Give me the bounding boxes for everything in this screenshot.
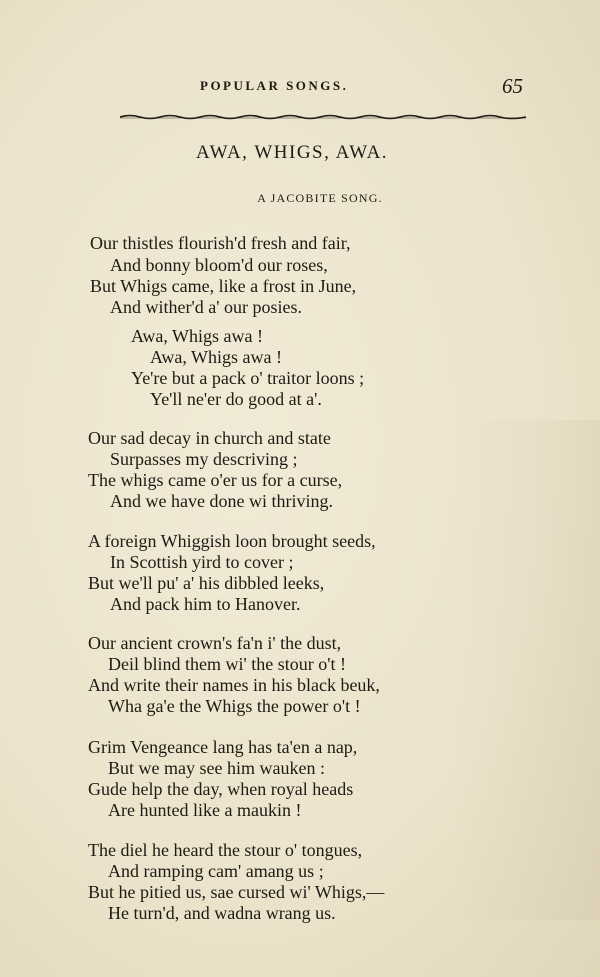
poem-line: Our thistles flourish'd fresh and fair, (90, 233, 351, 253)
poem-line: Grim Vengeance lang has ta'en a nap, (88, 737, 358, 757)
poem-line: And we have done wi thriving. (110, 491, 333, 511)
poem-line: And pack him to Hanover. (110, 594, 301, 614)
poem-line: And write their names in his black beuk, (88, 675, 380, 695)
page-shading (450, 420, 600, 920)
poem-line: Awa, Whigs awa ! (131, 326, 263, 346)
poem-line: But we'll pu' a' his dibbled leeks, (88, 573, 325, 593)
poem-line: Awa, Whigs awa ! (150, 347, 282, 367)
poem-line: Wha ga'e the Whigs the power o't ! (108, 696, 361, 716)
poem-line: But he pitied us, sae cursed wi' Whigs,— (88, 882, 385, 902)
poem-line: But we may see him wauken : (108, 758, 325, 778)
poem-line: The diel he heard the stour o' tongues, (88, 840, 363, 860)
running-head: POPULAR SONGS. (200, 78, 349, 93)
poem-line: And bonny bloom'd our roses, (110, 255, 328, 275)
poem-line: Surpasses my descriving ; (110, 449, 298, 469)
poem-line: Gude help the day, when royal heads (88, 779, 354, 799)
poem-line: Ye're but a pack o' traitor loons ; (131, 368, 365, 388)
poem-line: Ye'll ne'er do good at a'. (150, 389, 322, 409)
song-title: AWA, WHIGS, AWA. (195, 142, 389, 163)
ornamental-rule (120, 112, 526, 122)
poem-line: A foreign Whiggish loon brought seeds, (88, 531, 376, 551)
poem-line: Our sad decay in church and state (88, 428, 331, 448)
page-number: 65 (502, 74, 523, 98)
poem-line: In Scottish yird to cover ; (110, 552, 294, 572)
poem-line: He turn'd, and wadna wrang us. (108, 903, 336, 923)
poem-line: Deil blind them wi' the stour o't ! (108, 654, 346, 674)
poem-line: But Whigs came, like a frost in June, (90, 276, 357, 296)
song-subtitle: A JACOBITE SONG. (257, 191, 383, 205)
poem-line: And ramping cam' amang us ; (108, 861, 324, 881)
poem-line: And wither'd a' our posies. (110, 297, 302, 317)
poem-line: Our ancient crown's fa'n i' the dust, (88, 633, 342, 653)
poem-line: The whigs came o'er us for a curse, (88, 470, 343, 490)
poem-line: Are hunted like a maukin ! (108, 800, 302, 820)
